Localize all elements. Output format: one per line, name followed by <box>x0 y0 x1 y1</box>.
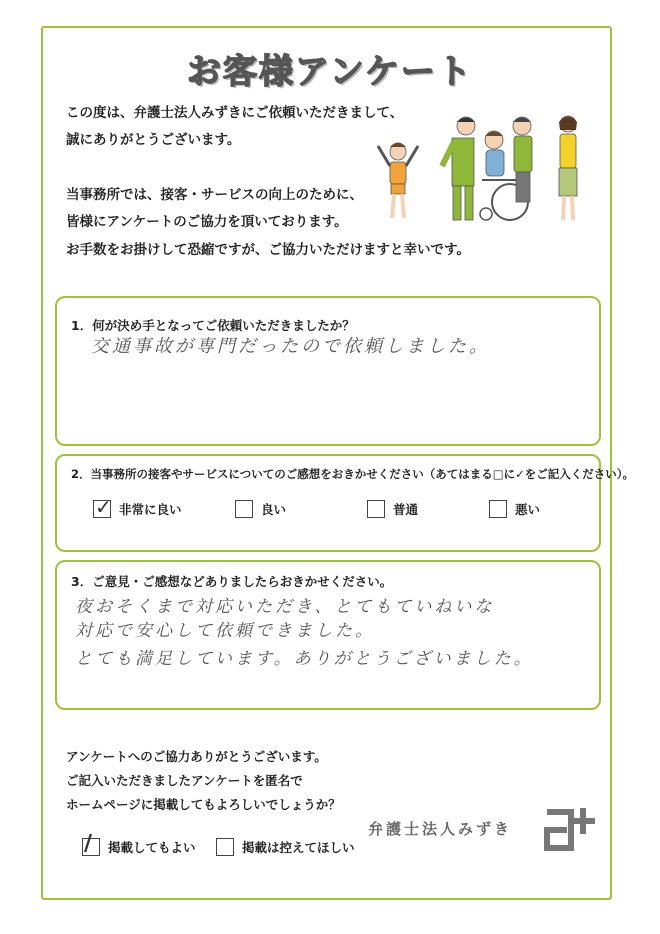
checkmark-icon: ✓ <box>95 495 112 519</box>
firm-name: 弁護士法人みずき <box>368 820 513 838</box>
option-very-good-label: 非常に良い <box>119 502 182 517</box>
checkbox-very-good[interactable] <box>93 495 112 519</box>
question-1-box <box>55 296 601 446</box>
page-title: お客様アンケート <box>187 52 473 92</box>
option-bad-label: 悪い <box>515 502 541 517</box>
question-3-box <box>55 560 601 710</box>
option-average-label: 普通 <box>393 502 419 517</box>
intro-line-4: 皆様にアンケートのご協力を頂いております。 <box>66 214 348 230</box>
checkbox-decline-publish[interactable] <box>216 838 234 856</box>
option-decline-publish-label: 掲載は控えてほしい <box>242 840 355 855</box>
question-1-answer[interactable]: 交通事故が専門だったので依頼しました。 <box>91 336 490 357</box>
question-2-label: 2．当事務所の接客やサービスについてのご感想をおきかせください（あてはまる□に✓をご記入ください）。 <box>71 467 635 481</box>
checkbox-average[interactable] <box>367 500 385 518</box>
question-1-label: 1．何が決め手となってご依頼いただきましたか？ <box>71 318 355 333</box>
question-3-label: 3．ご意見・ご感想などありましたらおきかせください。 <box>71 574 393 589</box>
intro-line-1: この度は、弁護士法人みずきにご依頼いただきまして、 <box>66 105 404 121</box>
helper-figure <box>513 117 532 202</box>
firm-logo-icon <box>543 804 597 852</box>
question-3-answer-line-2[interactable]: 対応で安心して依頼できました。 <box>75 621 375 641</box>
footer-line-3: ホームページに掲載してもよろしいでしょうか？ <box>66 797 341 812</box>
child-figure <box>378 143 418 219</box>
footer-line-2: ご記入いただきましたアンケートを匿名で <box>66 773 303 788</box>
intro-line-5: お手数をお掛けして恐縮ですが、ご協力いただけますと幸いです。 <box>66 242 470 258</box>
checkbox-allow-publish[interactable] <box>82 831 100 856</box>
option-good-label: 良い <box>261 502 287 517</box>
option-decline-publish[interactable] <box>216 838 355 856</box>
option-bad[interactable] <box>489 500 540 518</box>
intro-line-2: 誠にありがとうございます。 <box>66 132 241 148</box>
checkbox-bad[interactable] <box>489 500 507 518</box>
option-good[interactable] <box>235 500 286 518</box>
option-very-good[interactable] <box>93 495 182 519</box>
question-3-answer-line-1[interactable]: 夜おそくまで対応いただき、とてもていねいな <box>75 597 495 617</box>
intro-line-3: 当事務所では、接客・サービスの向上のために、 <box>66 187 363 203</box>
checkbox-good[interactable] <box>235 500 253 518</box>
option-average[interactable] <box>367 500 418 518</box>
footer-line-1: アンケートへのご協力ありがとうございます。 <box>66 749 327 764</box>
people-illustration <box>370 110 600 230</box>
question-2-box <box>55 454 635 552</box>
option-allow-publish[interactable] <box>82 831 196 856</box>
checkmark-icon: ∕ <box>84 831 93 856</box>
bowing-man-figure <box>442 117 475 220</box>
woman-figure <box>559 116 577 220</box>
option-allow-publish-label: 掲載してもよい <box>108 840 196 855</box>
question-3-answer-line-3[interactable]: とても満足しています。ありがとうございました。 <box>75 649 534 669</box>
